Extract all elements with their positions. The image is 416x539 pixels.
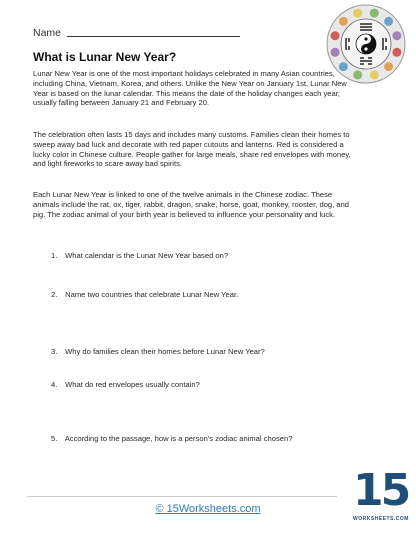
zodiac-animal-icon xyxy=(353,9,362,18)
site-logo xyxy=(353,465,409,530)
footer-divider xyxy=(27,496,337,497)
logo-number: 15 xyxy=(353,465,409,516)
zodiac-animal-icon xyxy=(384,62,393,71)
question-3 xyxy=(51,347,265,356)
name-line xyxy=(67,36,240,37)
paragraph-1: Lunar New Year is one of the most important holidays celebrated in many Asian countries, including China, Vietnam, Korea, and others. Unlike the New Year on January 1st, Lunar New Year is based on the lunar calendar. This means the date of the holiday changes each year, usually falling between January 21 and February 20. xyxy=(33,69,347,108)
zodiac-animal-icon xyxy=(370,70,379,79)
zodiac-animal-icon xyxy=(392,31,401,40)
question-text: Why do families clean their homes before Lunar New Year? xyxy=(65,347,265,356)
question-text: What calendar is the Lunar New Year based on? xyxy=(65,251,229,260)
question-4 xyxy=(51,380,200,389)
question-1 xyxy=(51,251,228,260)
question-text: What do red envelopes usually contain? xyxy=(65,380,200,389)
paragraph-3: Each Lunar New Year is linked to one of the twelve animals in the Chinese zodiac. These animals include the rat, ox, tiger, rabbit, dragon, snake, horse, goat, monkey, rooster, dog, and pig. The zodiac animal of your birth year is believed to influence your personality and luck. xyxy=(33,190,350,219)
copyright-link[interactable]: © 15Worksheets.com xyxy=(155,503,261,515)
question-text: According to the passage, how is a person's zodiac animal chosen? xyxy=(64,434,293,443)
question-5 xyxy=(51,434,292,443)
zodiac-animal-icon xyxy=(384,17,393,26)
question-number: 2. xyxy=(51,290,58,299)
question-2 xyxy=(51,290,238,299)
question-number: 4. xyxy=(51,380,58,389)
question-number: 1. xyxy=(51,251,58,260)
question-number: 3. xyxy=(51,347,58,356)
worksheet-title: What is Lunar New Year? xyxy=(33,50,177,64)
zodiac-animal-icon xyxy=(370,9,379,18)
question-number: 5. xyxy=(51,434,58,443)
question-text: Name two countries that celebrate Lunar New Year. xyxy=(65,290,239,299)
zodiac-animal-icon xyxy=(331,31,340,40)
zodiac-animal-icon xyxy=(392,48,401,57)
zodiac-animal-icon xyxy=(339,17,348,26)
name-label: Name xyxy=(33,27,62,39)
paragraph-2: The celebration often lasts 15 days and includes many customs. Families clean their homes to sweep away bad luck and decorate with red paper cutouts and lanterns. Red is considered a lucky color in Chinese culture. People gather for large meals, share red envelopes with money, and light fireworks to scare away bad spirits. xyxy=(33,130,351,169)
zodiac-animal-icon xyxy=(331,48,340,57)
logo-label: WORKSHEETS.COM xyxy=(353,516,409,522)
